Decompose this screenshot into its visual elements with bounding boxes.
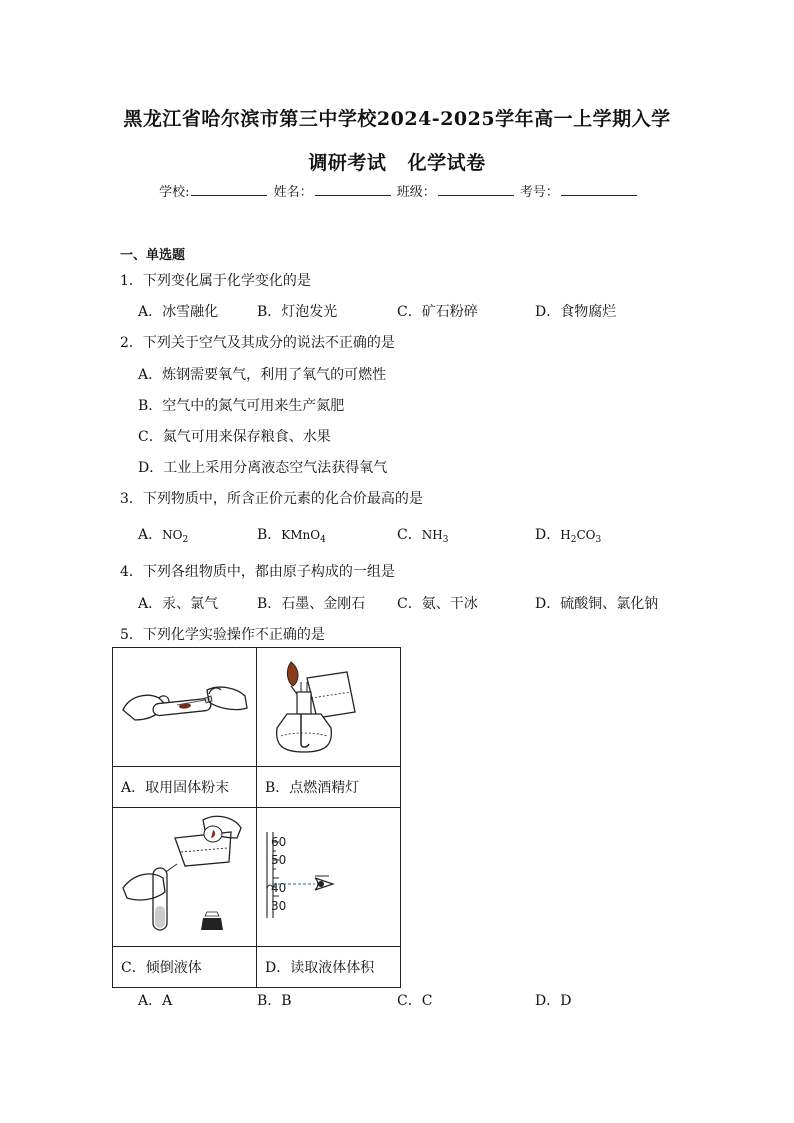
q4-option-a: A．汞、氯气 xyxy=(138,596,219,612)
q3-formula-a: $NO_2$ xyxy=(162,528,189,545)
name-blank[interactable] xyxy=(315,183,391,196)
school-label: 学校: xyxy=(159,185,190,200)
class-label: 班级： xyxy=(396,185,436,200)
tick-30: 30 xyxy=(271,899,287,913)
light-alcohol-lamp-illustration xyxy=(257,648,379,762)
question-5-stem: 5．下列化学实验操作不正确的是 xyxy=(120,627,325,643)
q1-option-a: A．冰雪融化 xyxy=(138,304,219,320)
q1-option-d: D．食物腐烂 xyxy=(535,304,617,320)
q5-option-b: B．B xyxy=(257,993,292,1009)
q2-option-d: D．工业上采用分离液态空气法获得氧气 xyxy=(138,460,388,476)
q4-option-c: C．氨、干冰 xyxy=(397,596,478,612)
class-blank[interactable] xyxy=(438,183,514,196)
q2-option-b: B．空气中的氮气可用来生产氮肥 xyxy=(138,398,345,414)
q2-option-c: C．氮气可用来保存粮食、水果 xyxy=(138,429,331,445)
q2-option-a: A．炼钢需要氧气，利用了氧气的可燃性 xyxy=(138,367,387,383)
exam-number-label: 考号： xyxy=(519,185,559,200)
figure-d-cell xyxy=(257,808,401,947)
q3-formula-c: $NH_3$ xyxy=(421,528,449,545)
q1-option-b: B．灯泡发光 xyxy=(257,304,338,320)
exam-number-blank[interactable] xyxy=(561,183,637,196)
experiment-figure-table xyxy=(112,647,401,988)
school-blank[interactable] xyxy=(191,183,267,196)
figure-d-caption: D．读取液体体积 xyxy=(257,947,401,988)
student-info xyxy=(0,181,794,200)
question-1-stem: 1．下列变化属于化学变化的是 xyxy=(120,273,311,289)
take-solid-powder-illustration xyxy=(113,648,256,762)
figure-b-cell xyxy=(257,648,401,767)
q4-option-d: D．硫酸铜、氯化钠 xyxy=(535,596,659,612)
title-line-2: 调研考试 化学试卷 xyxy=(308,152,486,174)
q4-option-b: B．石墨、金刚石 xyxy=(257,596,366,612)
figure-a-cell xyxy=(113,648,257,767)
name-label: 姓名： xyxy=(273,185,313,200)
question-4-stem: 4．下列各组物质中，都由原子构成的一组是 xyxy=(120,564,395,580)
question-3-stem: 3．下列物质中，所含正价元素的化合价最高的是 xyxy=(120,491,423,507)
title-line-1: 黑龙江省哈尔滨市第三中学校2024-2025学年高一上学期入学 xyxy=(123,108,671,130)
figure-b-caption: B．点燃酒精灯 xyxy=(257,767,401,808)
figure-a-caption: A．取用固体粉末 xyxy=(113,767,257,808)
figure-c-caption: C．倾倒液体 xyxy=(113,947,257,988)
question-2-stem: 2．下列关于空气及其成分的说法不正确的是 xyxy=(120,335,395,351)
pour-liquid-illustration xyxy=(113,808,256,942)
q3-formula-b: KMnO$_4$ xyxy=(281,528,326,545)
q3-formula-d: $H_2CO_3$ xyxy=(560,528,602,545)
tick-60: 60 xyxy=(271,835,287,849)
q1-option-c: C．矿石粉碎 xyxy=(397,304,478,320)
tick-50: 50 xyxy=(271,853,287,867)
figure-c-cell xyxy=(113,808,257,947)
tick-40: 40 xyxy=(271,881,287,895)
q5-option-d: D．D xyxy=(535,993,572,1009)
q5-option-a: A．A xyxy=(138,993,173,1009)
section-heading: 一、单选题 xyxy=(120,248,186,263)
q5-option-c: C．C xyxy=(397,993,433,1009)
q3-option-b: B．KMnO$_4$ xyxy=(257,527,326,545)
q3-option-c: C．$NH_3$ xyxy=(397,527,449,545)
q3-option-d: D．$H_2CO_3$ xyxy=(535,527,602,545)
q3-option-a: A．$NO_2$ xyxy=(138,527,189,545)
read-liquid-volume-illustration xyxy=(257,808,379,942)
